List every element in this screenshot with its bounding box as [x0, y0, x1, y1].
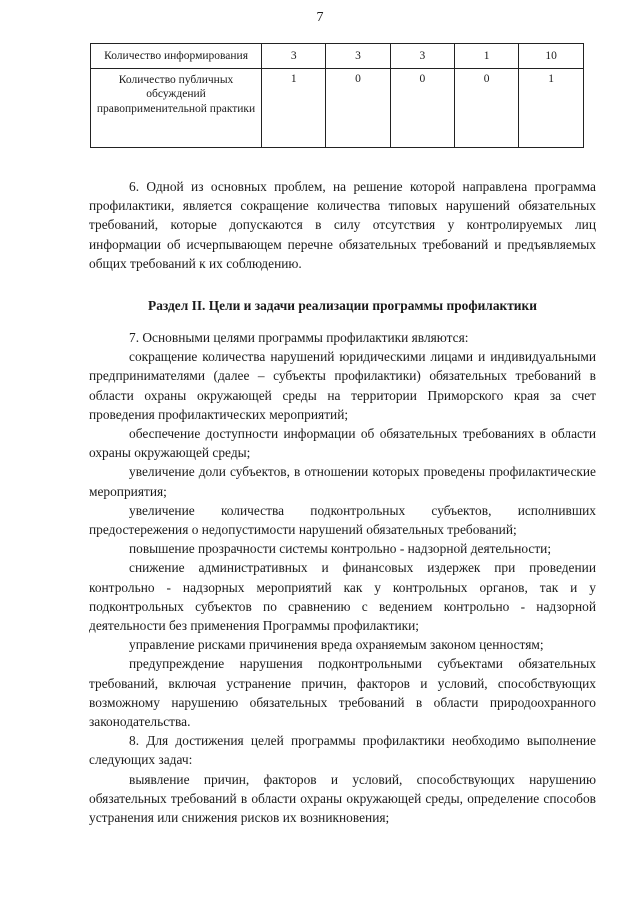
table-cell: 0 [454, 69, 518, 148]
section-body [89, 328, 596, 827]
table-cell: 0 [390, 69, 454, 148]
goal-item: увеличение доли субъектов, в отношении которых проведены профилактические мероприятия; [89, 464, 596, 499]
table-cell: 3 [262, 44, 326, 69]
task-item: выявление причин, факторов и условий, способствующих нарушению обязательных требований в области охраны окружающей среды, определение способов устранения или снижения рисков их возникновения; [89, 771, 596, 826]
page-number: 7 [316, 10, 324, 25]
table-cell: 1 [454, 44, 518, 69]
paragraph-6-block [89, 177, 596, 273]
table-cell: 10 [519, 44, 584, 69]
goal-item: обеспечение доступности информации об обязательных требованиях в области охраны окружающей среды; [89, 426, 596, 461]
goal-item: снижение административных и финансовых издержек при проведении контрольно - надзорных мероприятий как у контрольных органов, так и у подконтрольных субъектов по сравнению с ведением контрольно - надзорной деятельности без применения Программы профилактики; [89, 560, 596, 634]
goal-item: предупреждение нарушения подконтрольными субъектами обязательных требований, включая устранение причин, факторов и условий, способствующих возможному нарушению обязательных требований в области природоохранного законодательства. [89, 656, 596, 730]
table-cell-label: Количество публичных обсуждений правоприменительной практики [91, 69, 262, 148]
table-cell: 3 [390, 44, 454, 69]
section-heading: Раздел II. Цели и задачи реализации программы профилактики [148, 298, 537, 313]
goal-item: увеличение количества подконтрольных субъектов, исполнивших предостережения о недопустимости нарушений обязательных требований; [89, 502, 596, 538]
paragraph-8-intro: 8. Для достижения целей программы профилактики необходимо выполнение следующих задач: [89, 733, 596, 768]
statistics-table [90, 43, 584, 148]
goal-item: управление рисками причинения вреда охраняемым законом ценностям; [129, 637, 544, 653]
goal-item: повышение прозрачности системы контрольно - надзорной деятельности; [129, 541, 552, 557]
table-cell: 1 [262, 69, 326, 148]
table-cell-label: Количество информирования [91, 44, 262, 69]
paragraph-6: 6. Одной из основных проблем, на решение которой направлена программа профилактики, является сокращение количества типовых нарушений обязательных требований, которые допускаются в силу отсутствия у контролируемых лиц информации об исчерпывающем перечне обязательных требований и предъявляемых общих требований к их соблюдению. [89, 179, 596, 271]
paragraph-7-intro: 7. Основными целями программы профилактики являются: [129, 330, 469, 345]
table-row [91, 44, 584, 69]
table-cell: 0 [326, 69, 390, 148]
table-cell: 3 [326, 44, 390, 69]
goal-item: сокращение количества нарушений юридическими лицами и индивидуальными предпринимателями (далее – субъекты профилактики) обязательных требований в области охраны окружающей среды на территории Приморского края за счет проведения профилактических мероприятий; [89, 349, 596, 422]
table-cell: 1 [519, 69, 584, 148]
table-row [91, 69, 584, 148]
